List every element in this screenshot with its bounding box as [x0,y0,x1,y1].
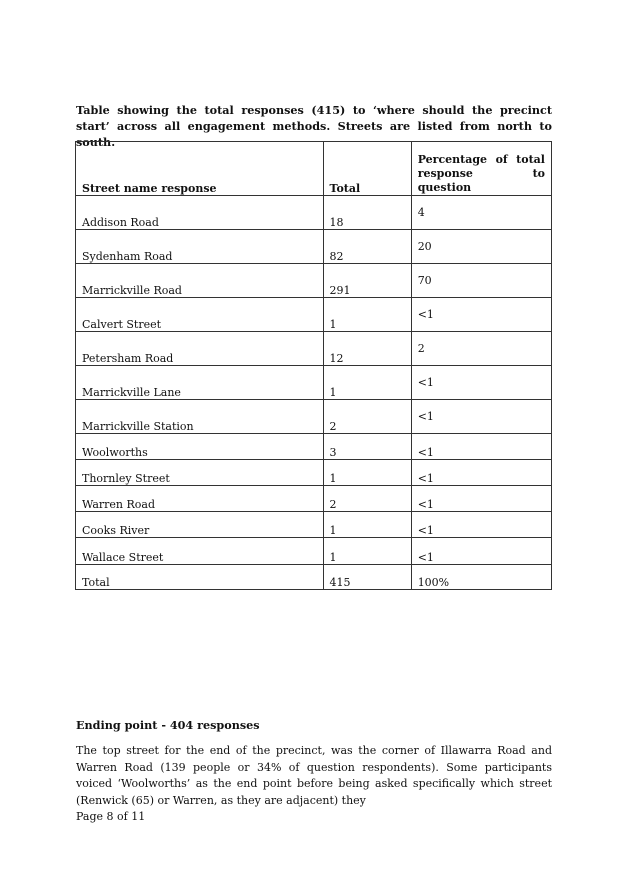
table-row [76,230,552,264]
cell-total: 1 [323,366,411,400]
header-percentage-line1: Percentage of total [417,153,545,166]
table-row [76,400,552,434]
cell-percentage: <1 [411,460,551,486]
header-percentage-line2: response to question [417,167,545,194]
header-street: Street name response [76,142,324,196]
table-row [76,196,552,230]
cell-street: Marrickville Station [76,400,324,434]
cell-percentage: 20 [411,230,551,264]
cell-total: 1 [323,538,411,565]
table-row [76,298,552,332]
cell-street: Thornley Street [76,460,324,486]
cell-percentage: <1 [411,486,551,512]
total-percentage: 100% [411,565,551,590]
cell-street: Cooks River [76,512,324,538]
total-label: Total [76,565,324,590]
cell-total: 82 [323,230,411,264]
cell-percentage: 4 [411,196,551,230]
cell-street: Petersham Road [76,332,324,366]
table-row [76,486,552,512]
table-row [76,434,552,460]
cell-percentage: <1 [411,366,551,400]
header-total: Total [323,142,411,196]
cell-street: Marrickville Road [76,264,324,298]
table-row [76,460,552,486]
cell-percentage: 70 [411,264,551,298]
cell-percentage: <1 [411,434,551,460]
total-value: 415 [323,565,411,590]
header-percentage [411,142,551,196]
table-row [76,366,552,400]
cell-percentage: <1 [411,538,551,565]
cell-total: 1 [323,512,411,538]
cell-percentage: <1 [411,298,551,332]
cell-total: 291 [323,264,411,298]
cell-street: Warren Road [76,486,324,512]
cell-street: Marrickville Lane [76,366,324,400]
table-caption: Table showing the total responses (415) to ‘where should the precinct start’ across all engagement methods. Streets are listed from north to south. [76,103,552,149]
cell-street: Woolworths [76,434,324,460]
table-total-row [76,565,552,590]
cell-percentage: <1 [411,512,551,538]
page-number: Page 8 of 11 [76,810,146,823]
cell-street: Wallace Street [76,538,324,565]
cell-total: 18 [323,196,411,230]
cell-total: 12 [323,332,411,366]
table-header-row [76,142,552,196]
cell-percentage: 2 [411,332,551,366]
cell-total: 1 [323,298,411,332]
cell-total: 2 [323,486,411,512]
cell-percentage: <1 [411,400,551,434]
table-row [76,264,552,298]
table-row [76,538,552,565]
cell-total: 3 [323,434,411,460]
responses-table [75,141,552,590]
table-row [76,332,552,366]
cell-street: Sydenham Road [76,230,324,264]
cell-total: 2 [323,400,411,434]
table-row [76,512,552,538]
cell-street: Addison Road [76,196,324,230]
body-paragraph: The top street for the end of the precinct, was the corner of Illawarra Road and Warren Road (139 people or 34% of question respondents). Some participants voiced ‘Woolworths’ as the end point before being asked specifically which street (Renwick (65) or Warren, as they are adjacent) they [76,744,552,807]
section-heading: Ending point - 404 responses [76,718,260,732]
cell-total: 1 [323,460,411,486]
cell-street: Calvert Street [76,298,324,332]
